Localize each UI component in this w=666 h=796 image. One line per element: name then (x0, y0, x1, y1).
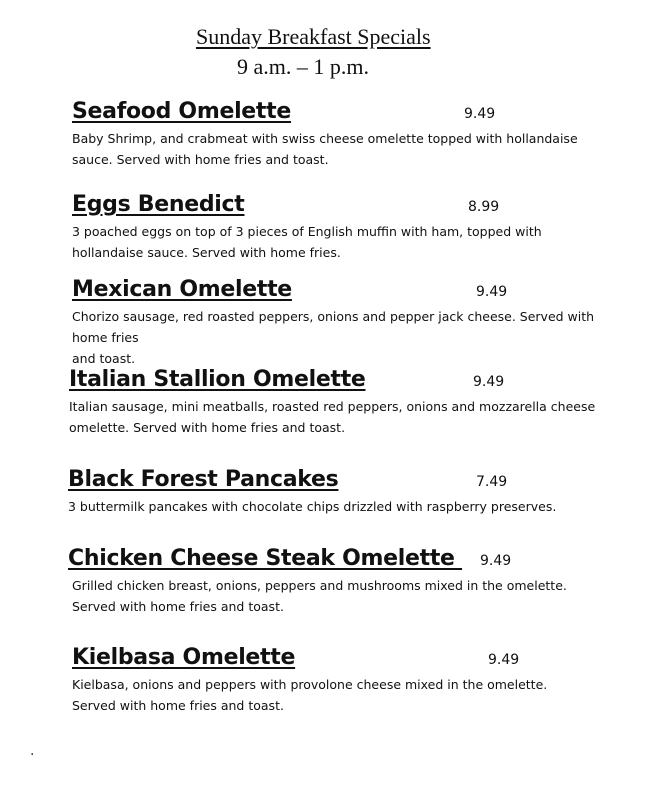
item-price: 9.49 (473, 374, 505, 390)
menu-item-seafood-omelette (72, 98, 612, 170)
menu-item-kielbasa-omelette (72, 644, 632, 716)
item-name: Black Forest Pancakes (68, 467, 339, 492)
item-price: 8.99 (468, 199, 500, 215)
item-description: Italian sausage, mini meatballs, roasted red peppers, onions and mozzarella cheese omelette. Served with home fries and toast. (69, 399, 596, 435)
menu-item-italian-stallion-omelette (69, 366, 629, 438)
menu-item-eggs-benedict (72, 191, 612, 263)
item-name: Eggs Benedict (72, 192, 245, 217)
item-name: Italian Stallion Omelette (69, 367, 366, 392)
item-description: Baby Shrimp, and crabmeat with swiss cheese omelette topped with hollandaise sauce. Served with home fries and toast. (72, 131, 578, 167)
item-description: 3 buttermilk pancakes with chocolate chips drizzled with raspberry preserves. (68, 499, 557, 514)
item-price: 9.49 (476, 284, 508, 300)
menu-title: Sunday Breakfast Specials (196, 24, 431, 49)
item-name: Seafood Omelette (72, 99, 291, 124)
menu-hours: 9 a.m. – 1 p.m. (237, 54, 369, 79)
item-description: Grilled chicken breast, onions, peppers and mushrooms mixed in the omelette. Served with home fries and toast. (72, 578, 567, 614)
item-price: 9.49 (488, 652, 520, 668)
menu-item-black-forest-pancakes (68, 466, 628, 517)
item-description: Kielbasa, onions and peppers with provolone cheese mixed in the omelette. Served with home fries and toast. (72, 677, 548, 713)
menu-item-mexican-omelette (72, 276, 632, 369)
item-name: Chicken Cheese Steak Omelette (68, 546, 463, 571)
menu-item-chicken-cheese-steak-omelette (68, 545, 628, 617)
item-price: 9.49 (480, 553, 512, 569)
item-name: Kielbasa Omelette (72, 645, 296, 670)
item-description: 3 poached eggs on top of 3 pieces of English muffin with ham, topped with hollandaise sauce. Served with home fries. (72, 224, 542, 260)
item-description: Chorizo sausage, red roasted peppers, onions and pepper jack cheese. Served with home fries and toast. (72, 309, 595, 366)
item-price: 9.49 (464, 106, 496, 122)
stray-dot-mark: . (30, 743, 35, 759)
item-name: Mexican Omelette (72, 277, 292, 302)
item-price: 7.49 (476, 474, 508, 490)
